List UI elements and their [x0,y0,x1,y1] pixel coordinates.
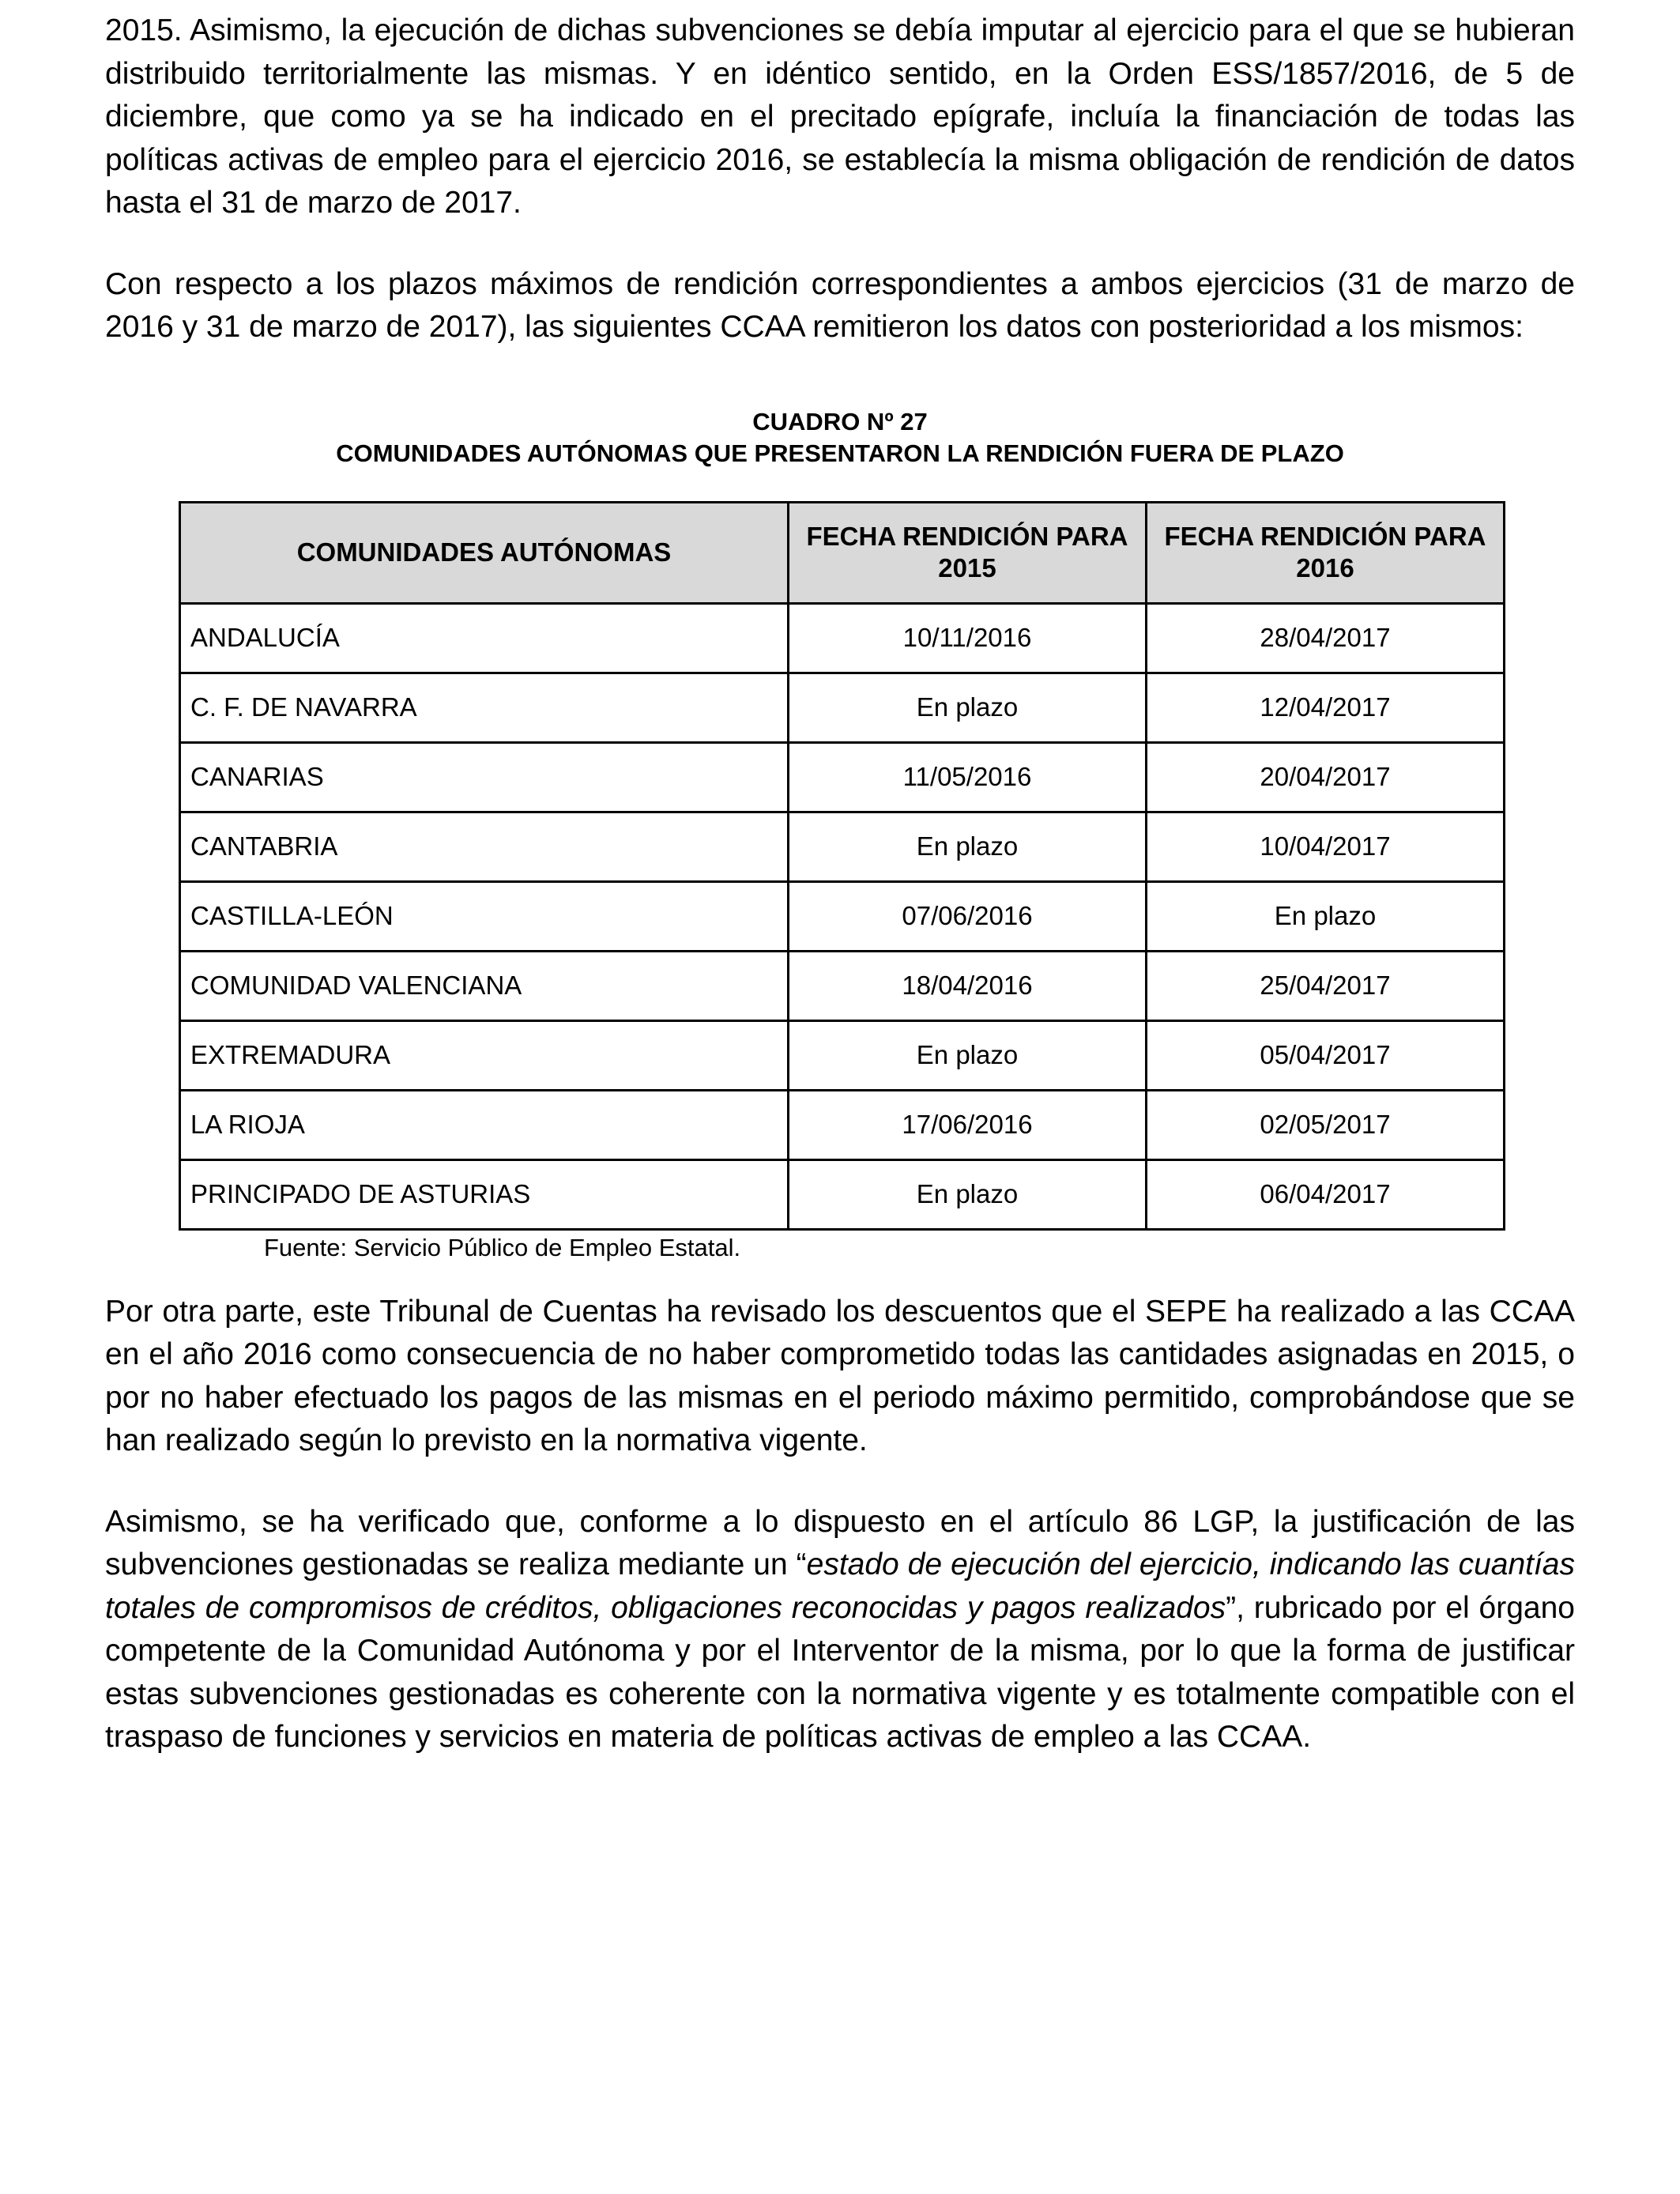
cell-fecha-2016: 10/04/2017 [1147,812,1505,881]
column-header-fecha-2015: FECHA RENDICIÓN PARA 2015 [789,502,1147,603]
paragraph-4-before: Asimismo, se ha verificado que, conforme a lo dispuesto en el artículo 86 LGP, la justificación de las subvenciones gestionadas se realiza mediante un “ [105,1504,1575,1581]
table-container [179,501,1503,1264]
cell-comunidad: PRINCIPADO DE ASTURIAS [180,1159,789,1229]
table-row [180,812,1505,881]
cell-fecha-2015: En plazo [789,1159,1147,1229]
table-row [180,1090,1505,1159]
cell-fecha-2015: 07/06/2016 [789,881,1147,951]
paragraph-4 [105,1501,1575,1759]
cell-comunidad: EXTREMADURA [180,1020,789,1090]
data-table [179,501,1505,1231]
table-row [180,881,1505,951]
table-number: CUADRO Nº 27 [752,407,928,435]
cell-comunidad: CASTILLA-LEÓN [180,881,789,951]
cell-fecha-2016: 06/04/2017 [1147,1159,1505,1229]
table-row [180,951,1505,1020]
table-header-row [180,502,1505,603]
cell-comunidad: ANDALUCÍA [180,603,789,673]
table-row [180,1020,1505,1090]
column-header-comunidades: COMUNIDADES AUTÓNOMAS [180,502,789,603]
cell-fecha-2016: 12/04/2017 [1147,673,1505,742]
paragraph-4-quote: estado de ejecución del ejercicio, indicando las cuantías totales de compromisos de créditos, obligaciones reconocidas y pagos realizados [105,1547,1575,1625]
paragraph-3: Por otra parte, este Tribunal de Cuentas ha revisado los descuentos que el SEPE ha realizado a las CCAA en el año 2016 como consecuencia de no haber comprometido todas las cantidades asignadas en 2015, o por no haber efectuado los pagos de las mismas en el periodo máximo permitido, comprobándose que se han realizado según lo previsto en la normativa vigente. [105,1294,1575,1457]
cell-fecha-2015: 11/05/2016 [789,742,1147,812]
cell-comunidad: C. F. DE NAVARRA [180,673,789,742]
cell-fecha-2015: 10/11/2016 [789,603,1147,673]
paragraph-4-after: ”, rubricado por el órgano competente de la Comunidad Autónoma y por el Interventor de la misma, por lo que la forma de justificar estas subvenciones gestionadas es coherente con la normativa vigente y es totalmente compatible con el traspaso de funciones y servicios en materia de políticas activas de empleo a las CCAA. [105,1590,1575,1754]
table-row [180,603,1505,673]
paragraph-2: Con respecto a los plazos máximos de rendición correspondientes a ambos ejercicios (31 de marzo de 2016 y 31 de marzo de 2017), las siguientes CCAA remitieron los datos con posterioridad a los mismos: [105,266,1575,344]
cell-fecha-2016: En plazo [1147,881,1505,951]
cell-comunidad: CANTABRIA [180,812,789,881]
cell-comunidad: CANARIAS [180,742,789,812]
column-header-fecha-2016: FECHA RENDICIÓN PARA 2016 [1147,502,1505,603]
table-row [180,742,1505,812]
cell-fecha-2016: 20/04/2017 [1147,742,1505,812]
table-title: COMUNIDADES AUTÓNOMAS QUE PRESENTARON LA RENDICIÓN FUERA DE PLAZO [336,439,1344,467]
cell-fecha-2015: En plazo [789,812,1147,881]
paragraph-1: 2015. Asimismo, la ejecución de dichas subvenciones se debía imputar al ejercicio para el que se hubieran distribuido territorialmente las mismas. Y en idéntico sentido, en la Orden ESS/1857/2016, de 5 de diciembre, que como ya se ha indicado en el precitado epígrafe, incluía la financiación de todas las políticas activas de empleo para el ejercicio 2016, se establecía la misma obligación de rendición de datos hasta el 31 de marzo de 2017. [105,13,1575,220]
cell-fecha-2016: 02/05/2017 [1147,1090,1505,1159]
cell-fecha-2016: 25/04/2017 [1147,951,1505,1020]
document-page [105,9,1575,1759]
table-caption [105,406,1575,469]
cell-fecha-2016: 28/04/2017 [1147,603,1505,673]
cell-fecha-2015: En plazo [789,1020,1147,1090]
cell-comunidad: LA RIOJA [180,1090,789,1159]
table-row [180,1159,1505,1229]
table-row [180,673,1505,742]
table-source-note: Fuente: Servicio Público de Empleo Estatal. [264,1233,741,1261]
cell-comunidad: COMUNIDAD VALENCIANA [180,951,789,1020]
cell-fecha-2015: En plazo [789,673,1147,742]
cell-fecha-2015: 17/06/2016 [789,1090,1147,1159]
cell-fecha-2016: 05/04/2017 [1147,1020,1505,1090]
cell-fecha-2015: 18/04/2016 [789,951,1147,1020]
